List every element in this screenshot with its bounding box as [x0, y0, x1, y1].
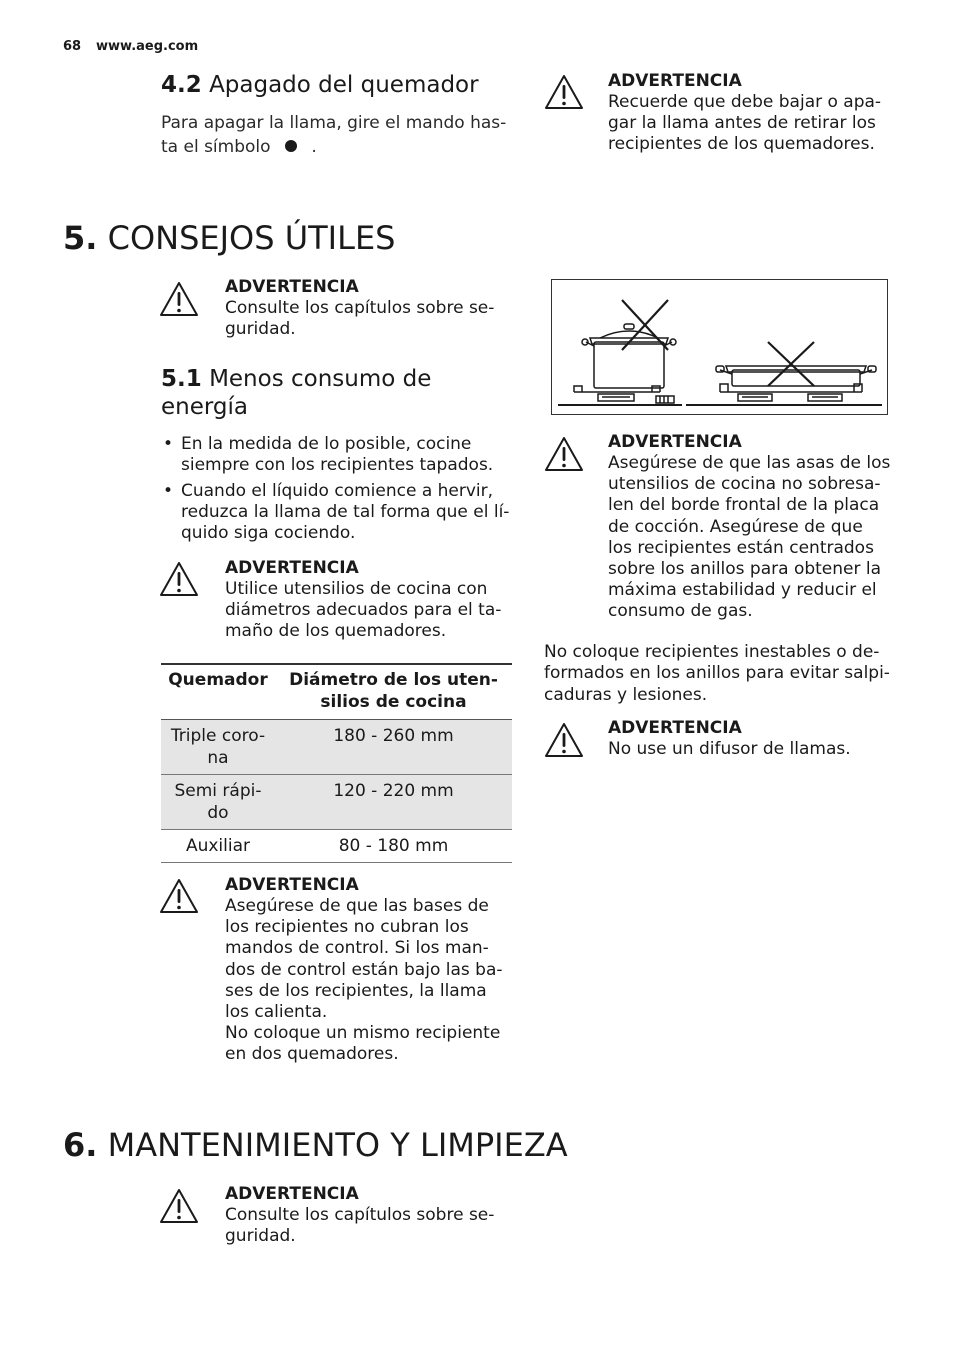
- warning-safety-5: [225, 277, 525, 340]
- warning-utensil-diameter: [225, 558, 525, 643]
- section-number: 5.: [63, 219, 98, 257]
- section-number: 4.2: [161, 72, 202, 98]
- section-6-heading: [63, 1126, 568, 1164]
- text-line: máxima estabilidad y reducir el: [608, 580, 877, 601]
- table-header-row: [161, 664, 512, 720]
- warning-body: [225, 1205, 525, 1247]
- text-line: mandos de control. Si los man-: [225, 938, 489, 959]
- text-line: Diámetro de los uten-: [289, 670, 498, 690]
- section-title: MANTENIMIENTO Y LIMPIEZA: [107, 1126, 568, 1164]
- text-line: • Cuando el líquido comience a hervir,: [181, 480, 494, 501]
- warning-body: [225, 896, 525, 1066]
- text-line: en dos quemadores.: [225, 1044, 399, 1065]
- warning-title: ADVERTENCIA: [225, 277, 359, 297]
- section-title: Apagado del quemador: [209, 72, 479, 98]
- table-cell-diameter: 180 - 260 mm: [275, 720, 512, 775]
- text-line: consumo de gas.: [608, 601, 753, 622]
- text-line: No coloque recipientes inestables o de-: [544, 642, 880, 662]
- heading-line: [161, 365, 501, 393]
- page-number: 68: [63, 39, 82, 54]
- section-5-heading: [63, 219, 395, 257]
- text-line: dos de control están bajo las ba-: [225, 959, 503, 980]
- text-line: ses de los recipientes, la llama: [225, 980, 487, 1001]
- warning-icon: [159, 561, 199, 597]
- text-line: utensilios de cocina no sobresa-: [608, 474, 881, 495]
- column-header-diameter: [275, 664, 512, 720]
- bullet-list: [161, 434, 521, 548]
- text-line: formados en los anillos para evitar salpi-: [544, 663, 890, 684]
- warning-title: ADVERTENCIA: [608, 718, 742, 738]
- incorrect-pot-placement-figure: [551, 279, 888, 415]
- heading-line: energía: [161, 394, 249, 420]
- text-line: siempre con los recipientes tapados.: [181, 455, 494, 476]
- text-line: No use un difusor de llamas.: [608, 739, 851, 759]
- section-4-2-text: [161, 111, 521, 159]
- text-line: reduzca la llama de tal forma que el lí-: [181, 501, 510, 522]
- text-line: na: [207, 748, 229, 768]
- site-url[interactable]: www.aeg.com: [96, 39, 199, 54]
- section-4-2-heading: [161, 71, 479, 99]
- section-title: Menos consumo de: [209, 366, 432, 392]
- section-number: 5.1: [161, 366, 202, 392]
- warning-title: ADVERTENCIA: [225, 875, 359, 895]
- list-item: [161, 434, 521, 477]
- text-line: Para apagar la llama, gire el mando has-: [161, 113, 507, 133]
- section-title: CONSEJOS ÚTILES: [107, 219, 396, 257]
- text-line: No coloque un mismo recipiente: [225, 1023, 501, 1044]
- warning-icon: [159, 1188, 199, 1224]
- table-cell-diameter: 80 - 180 mm: [275, 830, 512, 863]
- warning-diffuser: [608, 718, 908, 760]
- text-line: Consulte los capítulos sobre se-: [225, 1205, 495, 1225]
- warning-body: [608, 453, 908, 623]
- text-line: • En la medida de lo posible, cocine: [181, 434, 472, 454]
- paragraph-unstable-pans: [544, 642, 909, 706]
- text-line: los recipientes están centrados: [608, 537, 874, 558]
- warning-safety-6: [225, 1184, 525, 1247]
- warning-body: [225, 579, 525, 643]
- text-line: [161, 135, 521, 159]
- text-line: Semi rápi-: [174, 781, 262, 801]
- table-cell-burner: Auxiliar: [161, 830, 275, 863]
- warning-title: ADVERTENCIA: [225, 1184, 359, 1204]
- column-header-burner: Quemador: [161, 664, 275, 720]
- warning-icon: [544, 436, 584, 472]
- table-row: [161, 720, 512, 775]
- text-span: .: [311, 137, 317, 157]
- warning-handles: [608, 432, 908, 623]
- text-line: gar la llama antes de retirar los: [608, 113, 876, 134]
- warning-icon: [544, 74, 584, 110]
- burner-diameter-table: [161, 663, 512, 863]
- warning-icon: [159, 878, 199, 914]
- text-line: recipientes de los quemadores.: [608, 134, 875, 155]
- warning-title: ADVERTENCIA: [608, 71, 742, 91]
- warning-body: [225, 298, 525, 340]
- section-5-1-heading: [161, 365, 501, 421]
- cooktop-illustration: [552, 280, 887, 414]
- text-line: Consulte los capítulos sobre se-: [225, 298, 495, 318]
- text-line: caduras y lesiones.: [544, 684, 708, 705]
- text-line: len del borde frontal de la placa: [608, 495, 880, 516]
- table-cell-burner: [161, 775, 275, 830]
- text-line: silios de cocina: [320, 691, 467, 712]
- text-line: Asegúrese de que las asas de los: [608, 453, 891, 473]
- text-line: los recipientes no cubran los: [225, 917, 469, 938]
- list-item: [161, 481, 521, 545]
- warning-extinguish: [608, 71, 908, 156]
- text-line: los calienta.: [225, 1002, 328, 1023]
- text-line: diámetros adecuados para el ta-: [225, 600, 502, 621]
- table-cell-diameter: 120 - 220 mm: [275, 775, 512, 830]
- table-cell-burner: [161, 720, 275, 775]
- warning-title: ADVERTENCIA: [608, 432, 742, 452]
- section-number: 6.: [63, 1126, 98, 1164]
- text-line: sobre los anillos para obtener la: [608, 559, 882, 580]
- text-line: de cocción. Asegúrese de que: [608, 516, 863, 537]
- text-line: do: [207, 803, 229, 823]
- text-line: guridad.: [225, 1226, 296, 1247]
- text-line: Utilice utensilios de cocina con: [225, 579, 488, 599]
- text-line: Triple coro-: [170, 726, 266, 746]
- warning-pan-bases: [225, 875, 525, 1066]
- text-line: guridad.: [225, 319, 296, 340]
- warning-title: ADVERTENCIA: [225, 558, 359, 578]
- warning-body: [608, 739, 908, 760]
- text-span: ta el símbolo: [161, 137, 271, 157]
- warning-icon: [544, 722, 584, 758]
- table-row: [161, 830, 512, 863]
- warning-icon: [159, 281, 199, 317]
- filled-circle-icon: [284, 139, 298, 153]
- table-row: [161, 775, 512, 830]
- text-line: maño de los quemadores.: [225, 621, 447, 642]
- warning-body: [608, 92, 908, 156]
- text-line: quido siga cociendo.: [181, 523, 356, 544]
- text-line: Recuerde que debe bajar o apa-: [608, 92, 882, 112]
- text-line: Asegúrese de que las bases de: [225, 896, 489, 916]
